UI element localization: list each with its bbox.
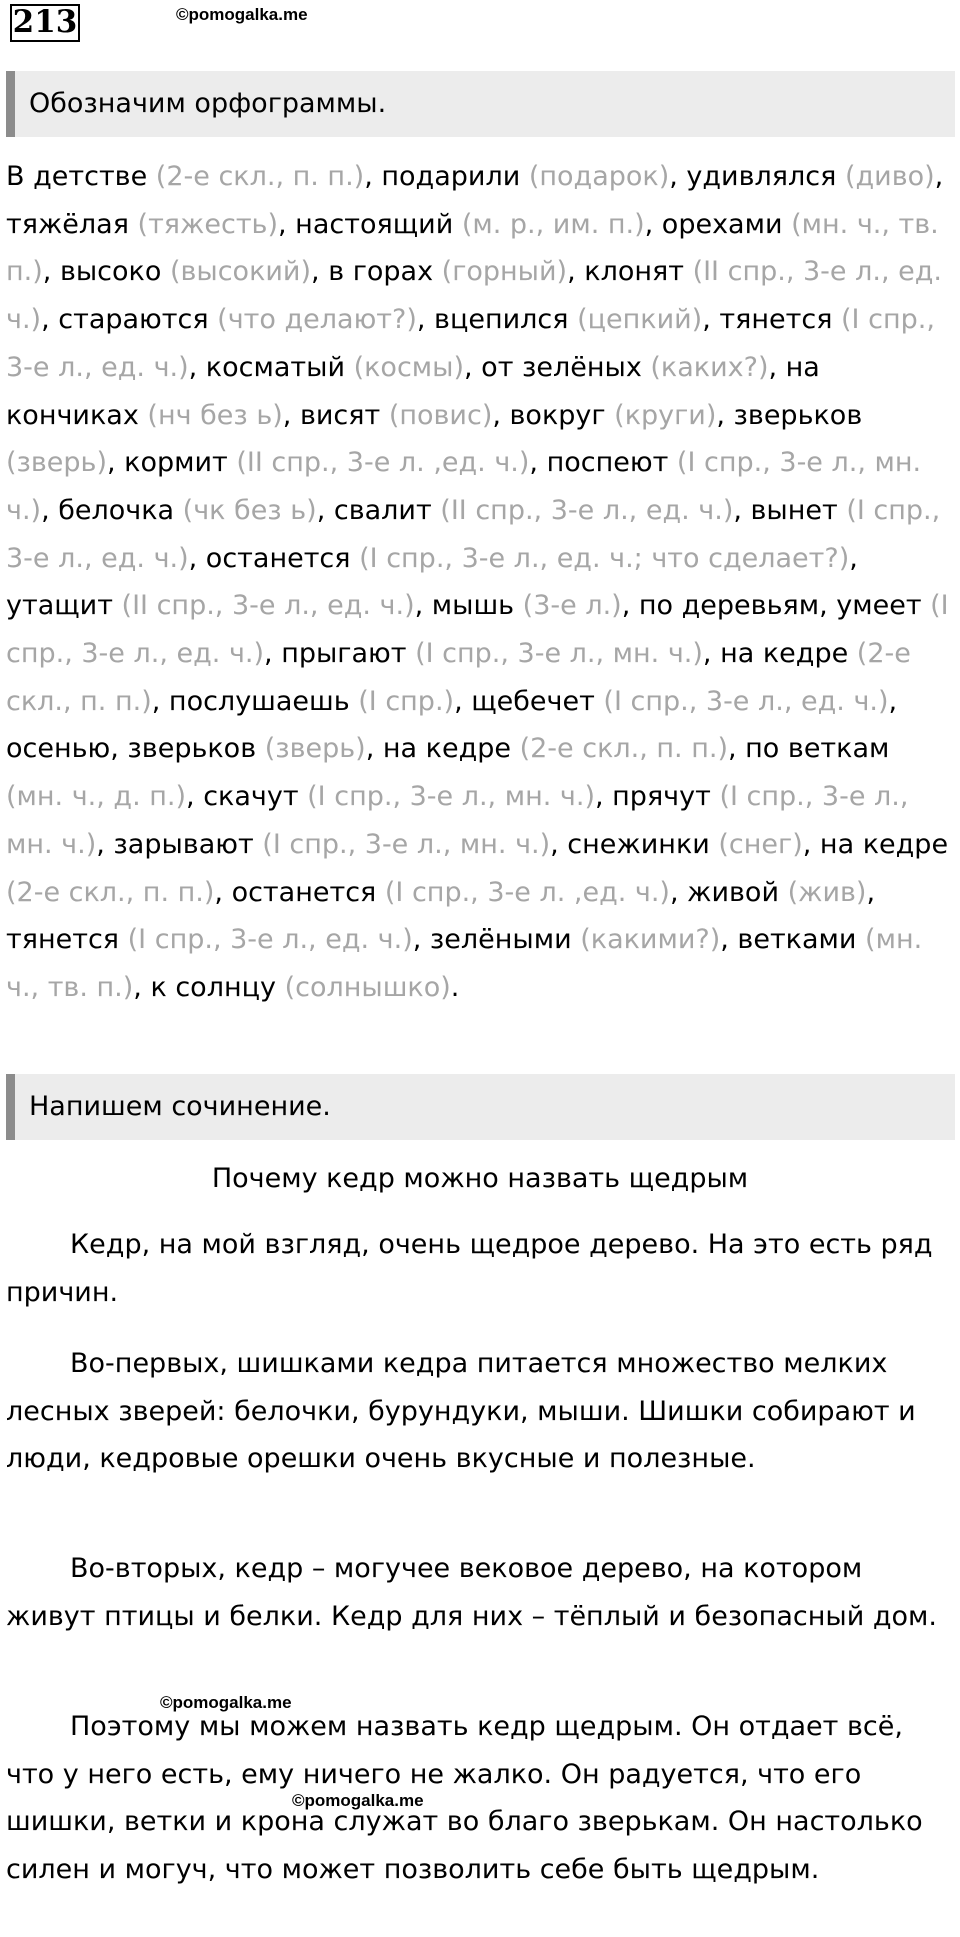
orthogram-note: (I спр., 3-е л., ед. ч.): [6, 590, 949, 670]
orthogram-note: (2-е скл., п. п.): [6, 876, 215, 908]
essay-paragraph: Во-первых, шишками кедра питается множество мелких лесных зверей: белочки, бурундуки, мыши. Шишки собирают и люди, кедровые орешки очень вкусные и полезные.: [6, 1348, 916, 1475]
task-number: 213: [10, 4, 80, 42]
section-header-orthograms: Обозначим орфограммы.: [6, 71, 955, 137]
orthogram-note: (круги): [614, 399, 717, 431]
orthogram-note: (II спр., 3-е л. ,ед. ч.): [236, 447, 530, 479]
orthogram-note: (диво): [844, 161, 935, 192]
orthogram-note: (зверь): [6, 447, 107, 479]
orthogram-note: (2-е скл., п. п.): [6, 638, 911, 717]
orthogram-note: (I спр., 3-е л., ед. ч.): [6, 494, 941, 574]
essay-title: Почему кедр можно назвать щедрым: [211, 1163, 749, 1194]
orthogram-note: (2-е скл., п. п.): [519, 733, 728, 765]
orthogram-note: (мн. ч., д. п.): [6, 781, 187, 813]
section-header-essay: Напишем сочинение.: [6, 1074, 955, 1140]
orthogram-note: (II спр., 3-е л., ед. ч.): [440, 494, 734, 526]
orthogram-note: (снег): [718, 828, 803, 860]
orthogram-note: (каких?): [650, 351, 769, 383]
orthogram-note: (высокий): [169, 256, 312, 288]
watermark: ©pomogalka.me: [176, 5, 308, 24]
orthogram-note: (I спр., 3-е л., мн. ч.): [307, 781, 595, 813]
essay-paragraph: Кедр, на мой взгляд, очень щедрое дерево. На это есть ряд причин.: [6, 1229, 933, 1308]
orthogram-note: (I спр., 3-е л., ед. ч.): [6, 304, 935, 383]
orthogram-note: (солнышко): [284, 971, 451, 1003]
essay-paragraph: Поэтому мы можем назвать кедр щедрым. Он отдает всё, что у него есть, ему ничего не жалко. Он радуется, что его шишки, ветки и крона служат во благо зверькам. Он настолько силен и могуч, что может позволить себе быть щедрым.: [6, 1711, 923, 1886]
watermark: ©pomogalka.me: [292, 1791, 424, 1810]
orthogram-note: (I спр., 3-е л., ед. ч.; что сделает?): [359, 542, 850, 574]
orthogram-note: (мн. ч., тв. п.): [6, 208, 939, 288]
orthogram-note: (тяжесть): [137, 208, 279, 240]
orthogram-note: (I спр., 3-е л., мн. ч.): [6, 781, 909, 860]
orthograms-text: В детстве (2-е скл., п. п.), подарили (подарок), удивлялся (диво), тяжёлая (тяжесть), настоящий (м. р., им. п.), орехами (мн. ч., тв. п.), высоко (высокий), в горах (горный), клонят (II спр., 3-е л., ед. ч.), стараются (что делают?), вцепился (цепкий), тянется (I спр., 3-е л., ед. ч.), косматый (космы), от зелёных (каких?), на кончиках (нч без ь), висят (повис), вокруг (круги), зверьков (зверь), кормит (II спр., 3-е л. ,ед. ч.), поспеют (I спр., 3-е л., мн. ч.), белочка (чк без ь), свалит (II спр., 3-е л., ед. ч.), вынет (I спр., 3-е л., ед. ч.), останется (I спр., 3-е л., ед. ч.; что сделает?), утащит (II спр., 3-е л., ед. ч.), мышь (3-е л.), по деревьям, умеет (I спр., 3-е л., ед. ч.), прыгают (I спр., 3-е л., мн. ч.), на кедре (2-е скл., п. п.), послушаешь (I спр.), щебечет (I спр., 3-е л., ед. ч.), осенью, зверьков (зверь), на кедре (2-е скл., п. п.), по веткам (мн. ч., д. п.), скачут (I спр., 3-е л., мн. ч.), прячут (I спр., 3-е л., мн. ч.), зарывают (I спр., 3-е л., мн. ч.), снежинки (снег), на кедре (2-е скл., п. п.), останется (I спр., 3-е л. ,ед. ч.), живой (жив), тянется (I спр., 3-е л., ед. ч.), зелёными (какими?), ветками (мн. ч., тв. п.), к солнцу (солнышко).: [6, 161, 949, 1003]
orthogram-note: (м. р., им. п.): [461, 208, 645, 240]
orthogram-note: (жив): [787, 876, 867, 908]
watermark: ©pomogalka.me: [160, 1693, 292, 1712]
orthogram-note: (I спр., 3-е л., мн. ч.): [415, 638, 703, 670]
orthogram-note: (цепкий): [577, 304, 703, 336]
orthogram-note: (II спр., 3-е л., ед. ч.): [6, 256, 942, 336]
orthogram-note: (мн. ч., тв. п.): [6, 924, 923, 1003]
orthogram-note: (2-е скл., п. п.): [155, 161, 365, 192]
orthogram-note: (подарок): [528, 161, 670, 192]
orthogram-note: (I спр., 3-е л., ед. ч.): [127, 924, 413, 956]
orthogram-note: (повис): [388, 399, 493, 431]
orthogram-note: (I спр., 3-е л., ед. ч.): [603, 685, 889, 717]
orthogram-note: (горный): [441, 256, 568, 288]
orthogram-note: (I спр., 3-е л. ,ед. ч.): [384, 876, 670, 908]
orthogram-note: (I спр.): [358, 685, 455, 717]
orthogram-note: (нч без ь): [147, 399, 283, 431]
essay-paragraph: Во-вторых, кедр – могучее вековое дерево, на котором живут птицы и белки. Кедр для них – тёплый и безопасный дом.: [6, 1553, 937, 1632]
orthogram-note: (что делают?): [217, 304, 417, 336]
orthogram-note: (чк без ь): [182, 494, 317, 526]
orthogram-note: (I спр., 3-е л., мн. ч.): [262, 828, 551, 860]
orthogram-note: (II спр., 3-е л., ед. ч.): [121, 590, 415, 622]
orthogram-note: (космы): [353, 351, 465, 383]
orthogram-note: (3-е л.): [522, 590, 622, 622]
orthogram-note: (какими?): [580, 924, 721, 956]
orthogram-note: (зверь): [264, 733, 366, 765]
orthogram-note: (I спр., 3-е л., мн. ч.): [6, 447, 922, 526]
